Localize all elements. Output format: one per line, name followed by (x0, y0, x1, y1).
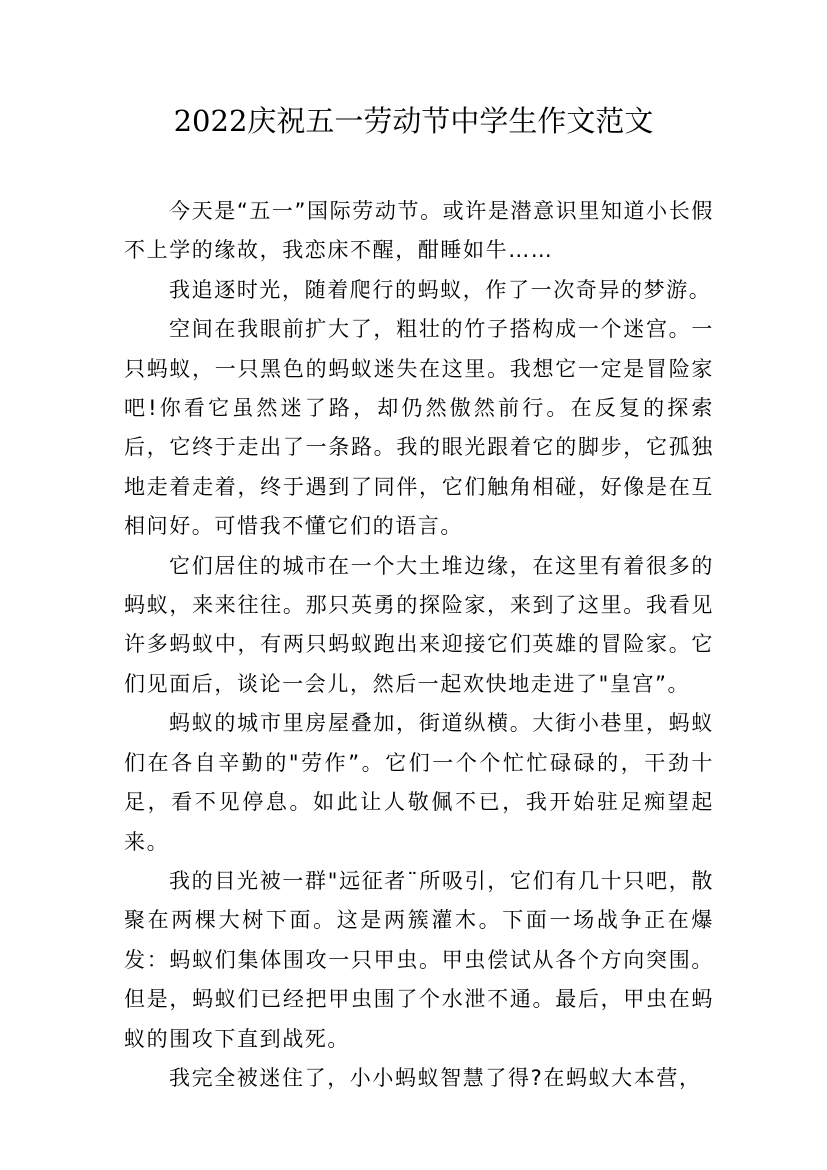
paragraph-1: 今天是“五一”国际劳动节。或许是潜意识里知道小长假不上学的缘故，我恋床不醒，酣睡如牛…… (124, 199, 714, 263)
paragraph-2: 我追逐时光，随着爬行的蚂蚁，作了一次奇异的梦游。 (169, 277, 712, 302)
paragraph-4: 它们居住的城市在一个大土堆边缘，在这里有着很多的蚂蚁，来来往往。那只英勇的探险家，来到了这里。我看见许多蚂蚁中，有两只蚂蚁跑出来迎接它们英雄的冒险家。它们见面后，谈论一会儿，然后一起欢快地走进了"皇宫”。 (124, 553, 714, 696)
paragraph-5: 蚂蚁的城市里房屋叠加，街道纵横。大街小巷里，蚂蚁们在各自辛勤的"劳作”。它们一个个忙忙碌碌的，干劲十足，看不见停息。如此让人敬佩不已，我开始驻足痴望起来。 (124, 711, 714, 854)
paragraph-7: 我完全被迷住了，小小蚂蚁智慧了得?在蚂蚁大本营， (169, 1065, 702, 1090)
paragraph-3: 空间在我眼前扩大了，粗壮的竹子搭构成一个迷宫。一只蚂蚁，一只黑色的蚂蚁迷失在这里。我想它一定是冒险家吧!你看它虽然迷了路，却仍然傲然前行。在反复的探索后，它终于走出了一条路。我的眼光跟着它的脚步，它孤独地走着走着，终于遇到了同伴，它们触角相碰，好像是在互相问好。可惜我不懂它们的语言。 (124, 317, 714, 539)
document-body (124, 192, 714, 1098)
paragraph-6: 我的目光被一群"远征者¨所吸引，它们有几十只吧，散聚在两棵大树下面。这是两簇灌木。下面一场战争正在爆发：蚂蚁们集体围攻一只甲虫。甲虫偿试从各个方向突围。但是，蚂蚁们已经把甲虫围了个水泄不通。最后，甲虫在蚂蚁的围攻下直到战死。 (124, 868, 714, 1051)
document-title: 2022庆祝五一劳动节中学生作文范文 (173, 104, 654, 138)
